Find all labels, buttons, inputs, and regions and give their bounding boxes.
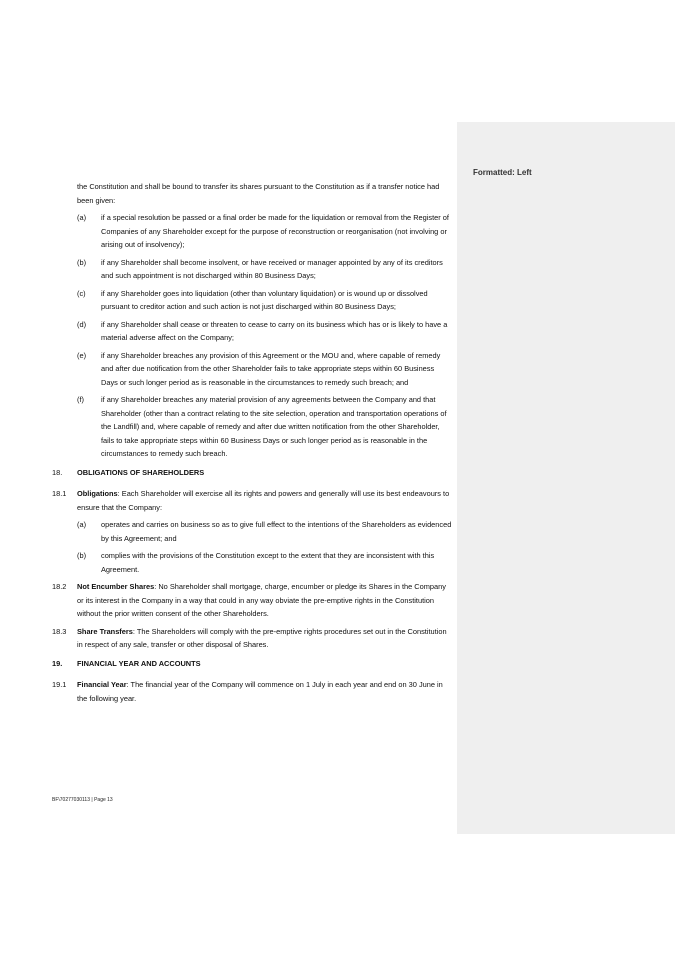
section-19-heading: 19. FINANCIAL YEAR AND ACCOUNTS	[52, 658, 201, 668]
clause-18-1-a: (a) operates and carries on business so as to give full effect to the intentions of the Shareholders as evidenced by this Agreement; and	[77, 520, 452, 543]
clause-18-2: 18.2 Not Encumber Shares: No Shareholder shall mortgage, charge, encumber or pledge its Shares in the Company or its interest in the Company in a way that could in any way obviate the pre-emptive rights in the Constitution without the prior written consent of the other Shareholders.	[52, 582, 446, 618]
clause-17-d: (d) if any Shareholder shall cease or threaten to cease to carry on its business which has or is likely to have a material adverse affect on the Company;	[77, 319, 448, 342]
clause-17-b: (b) if any Shareholder shall become insolvent, or have received or manager appointed by any of its creditors and such appointment is not discharged within 80 Business Days;	[77, 257, 443, 280]
clause-18-3: 18.3 Share Transfers: The Shareholders will comply with the pre-emptive rights procedures set out in the Constitution in respect of any sale, transfer or other disposal of Shares.	[52, 626, 447, 649]
section-18-heading: 18. OBLIGATIONS OF SHAREHOLDERS	[52, 467, 205, 477]
clause-17-a: (a) if a special resolution be passed or a final order be made for the liquidation or removal from the Register of Companies of any Shareholder except for the purpose of reconstruction or reorganisation (not involving or arising out of insolvency);	[77, 213, 449, 249]
comment-label: Formatted: Left	[473, 168, 532, 177]
comment-pane	[457, 122, 675, 834]
clause-18-1-b: (b) complies with the provisions of the Constitution except to the extent that they are inconsistent with this Agreement.	[77, 551, 435, 574]
clause-17-c: (c) if any Shareholder goes into liquidation (other than voluntary liquidation) or is wound up or dissolved pursuant to creditor action and such action is not just discharged within 80 Business Days;	[77, 288, 428, 311]
intro-paragraph: the Constitution and shall be bound to transfer its shares pursuant to the Constitution as if a transfer notice had been given:	[77, 182, 440, 205]
document-body	[52, 180, 452, 709]
clause-17-e: (e) if any Shareholder breaches any provision of this Agreement or the MOU and, where capable of remedy and after due notification from the other Shareholder fails to take appropriate steps within 60 Business Days or such longer period as is reasonable in the circumstances to remedy such breach; and	[77, 350, 441, 387]
clause-17-f: (f) if any Shareholder breaches any material provision of any agreements between the Company and that Shareholder (other than a contract relating to the site selection, operation and transportation operations of the Landfill) and, where capable of remedy and after due written notification from the other Shareholder, fails to take appropriate steps within 60 Business Days or such longer period as is reasonable in the circumstances to remedy such breach.	[77, 395, 447, 458]
clause-19-1: 19.1 Financial Year: The financial year of the Company will commence on 1 July in each year and end on 30 June in the following year.	[52, 680, 443, 703]
page-footer: BF\70277030113 | Page 13	[52, 797, 113, 803]
clause-18-1: 18.1 Obligations: Each Shareholder will exercise all its rights and powers and generally will use its best endeavours to ensure that the Company:	[52, 489, 450, 512]
